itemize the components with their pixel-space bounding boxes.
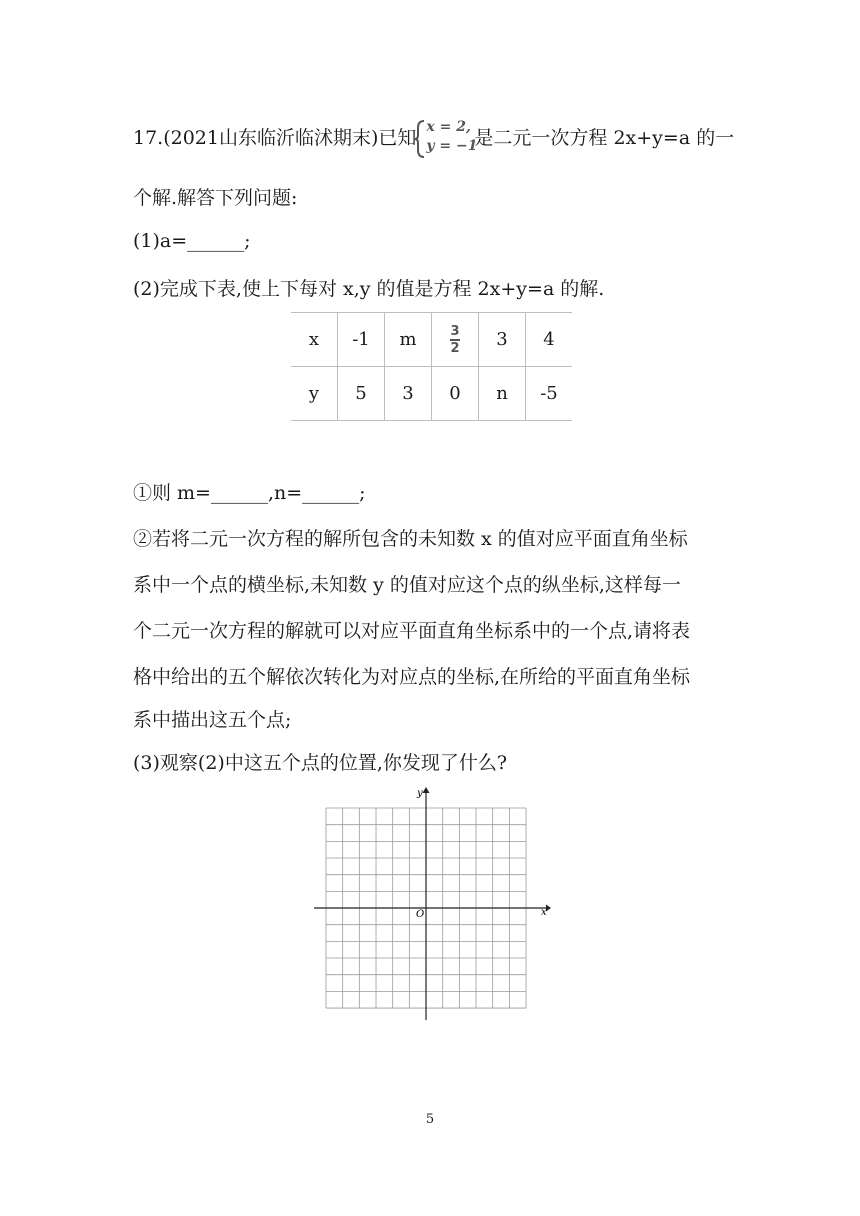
table-cell: y <box>291 367 338 421</box>
table-cell: 3 <box>479 313 526 367</box>
x-axis-arrow-icon <box>546 905 551 912</box>
question-1: (1)a=______; <box>133 230 251 252</box>
table-cell: 5 <box>338 367 385 421</box>
table-cell: 3 <box>385 367 432 421</box>
system-equation-1: x = 2, <box>426 119 471 135</box>
fraction-numerator: 3 <box>450 323 460 339</box>
table-row <box>291 367 572 421</box>
page-number: 5 <box>425 1112 435 1127</box>
problem-intro-suffix: 是二元一次方程 2x+y=a 的一 <box>474 127 735 149</box>
system-equation-2: y = −1 <box>426 138 478 154</box>
question-2-sub-2-line-2: 系中一个点的横坐标,未知数 y 的值对应这个点的纵坐标,这样每一 <box>133 574 681 596</box>
question-2: (2)完成下表,使上下每对 x,y 的值是方程 2x+y=a 的解. <box>133 278 605 300</box>
problem-line-1 <box>133 119 734 159</box>
table-cell: n <box>479 367 526 421</box>
table-cell: x <box>291 313 338 367</box>
table-row <box>291 313 572 367</box>
table-cell-fraction <box>432 313 479 367</box>
problem-intro: 17.(2021山东临沂临沭期末)已知 <box>133 127 417 149</box>
x-axis-label: x <box>541 907 547 918</box>
question-2-sub-2-line-4: 格中给出的五个解依次转化为对应点的坐标,在所给的平面直角坐标 <box>133 666 691 688</box>
left-brace-icon <box>414 120 426 158</box>
table-cell: -5 <box>526 367 573 421</box>
table-cell: m <box>385 313 432 367</box>
problem-line-2: 个解.解答下列问题: <box>133 187 298 209</box>
question-3: (3)观察(2)中这五个点的位置,你发现了什么? <box>133 752 508 774</box>
coordinate-grid <box>310 785 555 1025</box>
question-2-sub-1: ①则 m=______,n=______; <box>133 482 366 504</box>
y-axis-arrow-icon <box>423 787 430 793</box>
fraction-denominator: 2 <box>450 340 460 356</box>
table-cell: 4 <box>526 313 573 367</box>
table-cell: -1 <box>338 313 385 367</box>
question-2-sub-2-line-5: 系中描出这五个点; <box>133 709 292 731</box>
fraction <box>450 325 459 355</box>
table-cell: 0 <box>432 367 479 421</box>
origin-label: O <box>416 909 425 920</box>
solution-table <box>291 312 572 421</box>
equation-system <box>414 119 478 159</box>
y-axis-label: y <box>417 788 423 799</box>
question-2-sub-2-line-3: 个二元一次方程的解就可以对应平面直角坐标系中的一个点,请将表 <box>133 620 691 642</box>
question-2-sub-2-line-1: ②若将二元一次方程的解所包含的未知数 x 的值对应平面直角坐标 <box>133 528 688 550</box>
